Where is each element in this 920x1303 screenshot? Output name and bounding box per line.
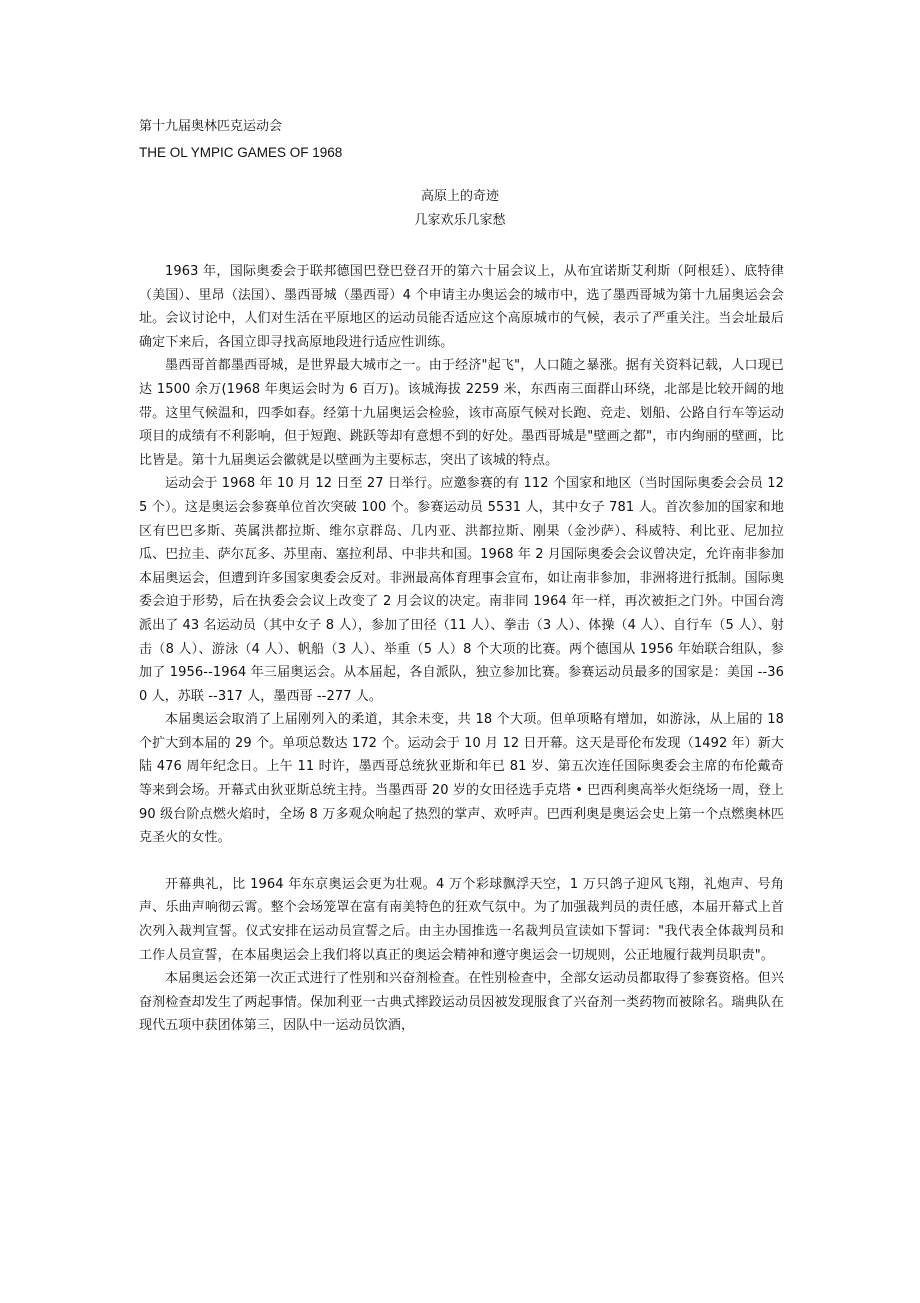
- subtitle-joy-sorrow: 几家欢乐几家愁: [414, 213, 506, 228]
- paragraph-doping-tests: 本届奥运会还第一次正式进行了性别和兴奋剂检查。在性别检查中，全部女运动员都取得了参赛资格。但兴奋剂检查却发生了两起事情。保加利亚一古典式摔跤运动员因被发现服食了兴奋剂一类药物而被除名。瑞典队在现代五项中获团体第三，因队中一运动员饮酒，: [139, 971, 784, 1034]
- subtitle-miracle: 高原上的奇迹: [420, 189, 499, 204]
- paragraph-opening-ceremony: 开幕典礼，比 1964 年东京奥运会更为壮观。4 万个彩球飘浮天空，1 万只鸽子迎风飞翔，礼炮声、号角声、乐曲声响彻云霄。整个会场笼罩在富有南美特色的狂欢气氛中。为了加强裁判员的责任感，本届开幕式上首次列入裁判宣誓。仪式安排在运动员宣誓之后。由主办国推选一名裁判员宣读如下誓词："我代表全体裁判员和工作人员宣誓，在本届奥运会上我们将以真正的奥运会精神和遵守奥运会一切规则，公正地履行裁判员职责"。: [139, 876, 784, 963]
- paragraph-participants: 运动会于 1968 年 10 月 12 日至 27 日举行。应邀参赛的有 112 个国家和地区（当时国际奥委会会员 125 个）。这是奥运会参赛单位首次突破 100 个。参赛运动员 5531 人，其中女子 781 人。首次参加的国家和地区有巴巴多斯、英属洪都拉斯、维尔京群岛、几内亚、洪都拉斯、刚果（金沙萨）、科威特、利比亚、尼加拉瓜、巴拉圭、萨尔瓦多、苏里南、塞拉利昂、中非共和国。1968 年 2 月国际奥委会会议曾决定，允许南非参加本届奥运会，但遭到许多国家奥委会反对。非洲最高体育理事会宣布，如让南非参加，非洲将进行抵制。国际奥委会迫于形势，后在执委会会议上改变了 2 月会议的决定。南非同 1964 年一样，再次被拒之门外。中国台湾派出了 43 名运动员（其中女子 8 人），参加了田径（11 人）、拳击（3 人）、体操（4 人）、自行车（5 人）、射击（8 人）、游泳（4 人）、帆船（3 人）、举重（5 人）8 个大项的比赛。两个德国从 1956 年始联合组队，参加了 1956--1964 年三届奥运会。从本届起，各自派队，独立参加比赛。参赛运动员最多的国家是：美国 --360 人，苏联 --317 人，墨西哥 --277 人。: [139, 476, 784, 704]
- paragraph-host-city-selection: 1963 年，国际奥委会于联邦德国巴登巴登召开的第六十届会议上，从布宜诺斯艾利斯（阿根廷）、底特律（美国）、里昂（法国）、墨西哥城（墨西哥）4 个申请主办奥运会的城市中，选了墨西哥城为第十九届奥运会会址。会议讨论中，人们对生活在平原地区的运动员能否适应这个高原城市的气候，表示了严重关注。当会址最后确定下来后，各国立即寻找高原地段进行适应性训练。: [139, 264, 784, 350]
- paragraph-mexico-city: 墨西哥首都墨西哥城，是世界最大城市之一。由于经济"起飞"，人口随之暴涨。据有关资料记载，人口现已达 1500 余万(1968 年奥运会时为 6 百万)。该城海拔 2259 米，东西南三面群山环绕，北部是比较开阔的地带。这里气候温和，四季如春。经第十九届奥运会检验，该市高原气候对长跑、竞走、划船、公路自行车等运动项目的成绩有不利影响，但于短跑、跳跃等却有意想不到的好处。墨西哥城是"壁画之都"，市内绚丽的壁画，比比皆是。第十九届奥运会徽就是以壁画为主要标志，突出了该城的特点。: [139, 358, 784, 468]
- paragraph-gap: [139, 850, 784, 873]
- title-chinese: 第十九届奥林匹克运动会: [139, 119, 283, 134]
- article-body: [139, 260, 784, 1038]
- title-english: THE OL YMPIC GAMES OF 1968: [139, 145, 343, 160]
- paragraph-events-opening: 本届奥运会取消了上届刚列入的柔道，其余未变，共 18 个大项。但单项略有增加，如游泳，从上届的 18 个扩大到本届的 29 个。单项总数达 172 个。运动会于 10 月 12 日开幕。这天是哥伦布发现（1492 年）新大陆 476 周年纪念日。上午 11 时许，墨西哥总统狄亚斯和年已 81 岁、第五次连任国际奥委会主席的布伦戴奇等来到会场。开幕式由狄亚斯总统主持。当墨西哥 20 岁的女田径选手克塔 • 巴西利奥高举火炬绕场一周，登上 90 级台阶点燃火焰时，全场 8 万多观众响起了热烈的掌声、欢呼声。巴西利奥是奥运会史上第一个点燃奥林匹克圣火的女性。: [139, 712, 784, 846]
